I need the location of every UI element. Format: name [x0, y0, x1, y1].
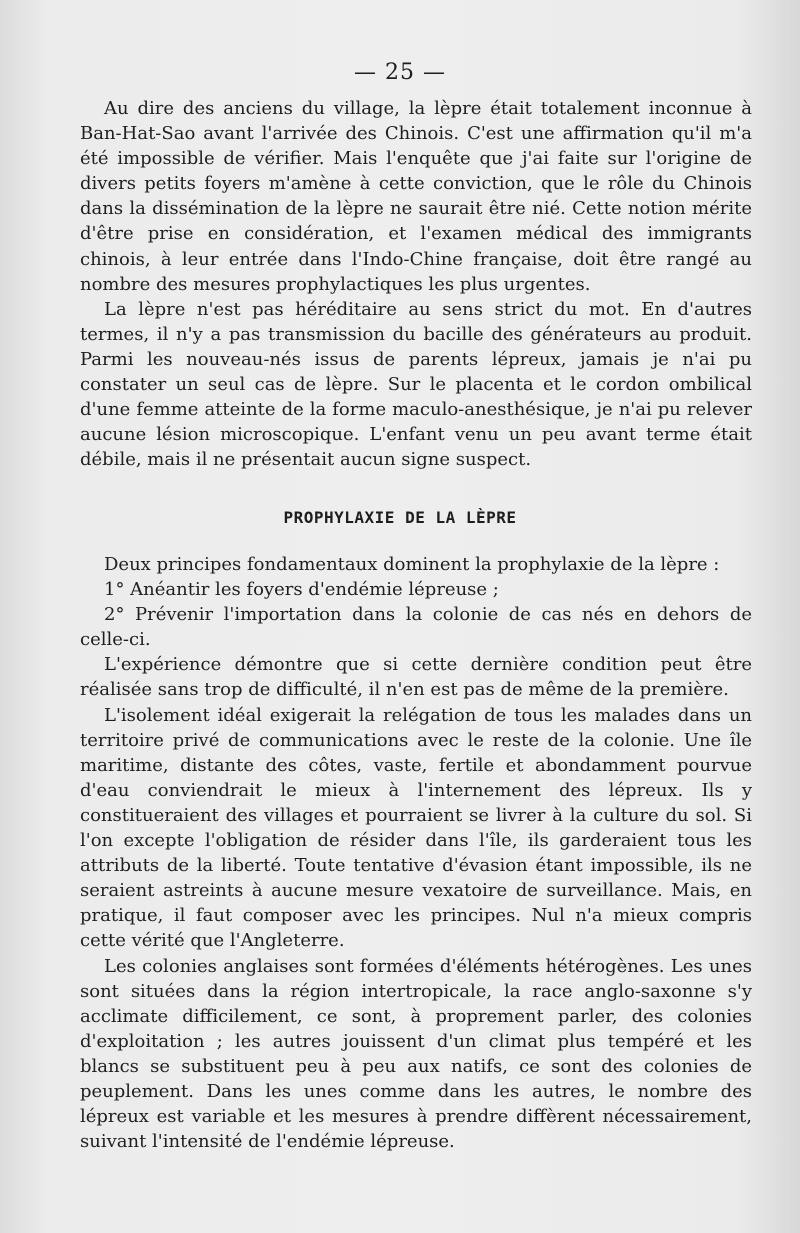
page-number: — 25 — [354, 60, 446, 85]
paragraph: L'isolement idéal exigerait la relégation de tous les malades dans un territoire privé de communications avec le reste de la colonie. Une île maritime, distante des côtes, vaste, fertile et abondamment pourvue d'eau conviendrait le mieux à l'internement des lépreux. Ils y constitueraient des villages et pourraient se livrer à la culture du sol. Si l'on excepte l'obligation de résider dans l'île, ils garderaient tous les attributs de la liberté. Toute tentative d'évasion étant impossible, ils ne seraient astreints à aucune mesure vexatoire de surveillance. Mais, en pratique, il faut composer avec les principes. Nul n'a mieux compris cette vérité que l'Angleterre. [80, 704, 752, 952]
paragraph: La lèpre n'est pas héréditaire au sens strict du mot. En d'autres termes, il n'y a pas transmission du bacille des générateurs au produit. Parmi les nouveau-nés issus de parents lépreux, jamais je n'ai pu constater un seul cas de lèpre. Sur le placenta et le cordon ombilical d'une femme atteinte de la forme maculo-anesthésique, je n'ai pu relever aucune lésion microscopique. L'enfant venu un peu avant terme était débile, mais il ne présentait aucun signe suspect. [80, 298, 752, 471]
list-item: 1° Anéantir les foyers d'endémie lépreuse ; [104, 579, 499, 601]
intro-text [80, 96, 752, 472]
paragraph: Au dire des anciens du village, la lèpre était totalement inconnue à Ban-Hat-Sao avant l'arrivée des Chinois. C'est une affirmation qu'il m'a été impossible de vérifier. Mais l'enquête que j'ai faite sur l'origine de divers petits foyers m'amène à cette conviction, que le rôle du Chinois dans la dissémination de la lèpre ne saurait être nié. Cette notion mérite d'être prise en considération, et l'examen médical des immigrants chinois, à leur entrée dans l'Indo-Chine française, doit être rangé au nombre des mesures prophylactiques les plus urgentes. [80, 98, 752, 295]
paragraph: Les colonies anglaises sont formées d'éléments hétérogènes. Les unes sont situées dans la région intertropicale, la race anglo-saxonne s'y acclimate difficilement, ce sont, à proprement parler, des colonies d'exploitation ; les autres jouissent d'un climat plus tempéré et les blancs se substituent peu à peu aux natifs, ce sont des colonies de peuplement. Dans les unes comme dans les autres, le nombre des lépreux est variable et les mesures à prendre diffèrent nécessairement, suivant l'intensité de l'endémie lépreuse. [80, 955, 752, 1153]
section-text [80, 552, 752, 1154]
paragraph: L'expérience démontre que si cette dernière condition peut être réalisée sans trop de difficulté, il n'en est pas de même de la première. [80, 654, 752, 701]
section-heading: PROPHYLAXIE DE LA LÈPRE [283, 508, 517, 527]
list-item: 2° Prévenir l'importation dans la colonie de cas nés en dehors de celle-ci. [80, 604, 752, 651]
paragraph: Deux principes fondamentaux dominent la prophylaxie de la lèpre : [104, 554, 720, 575]
